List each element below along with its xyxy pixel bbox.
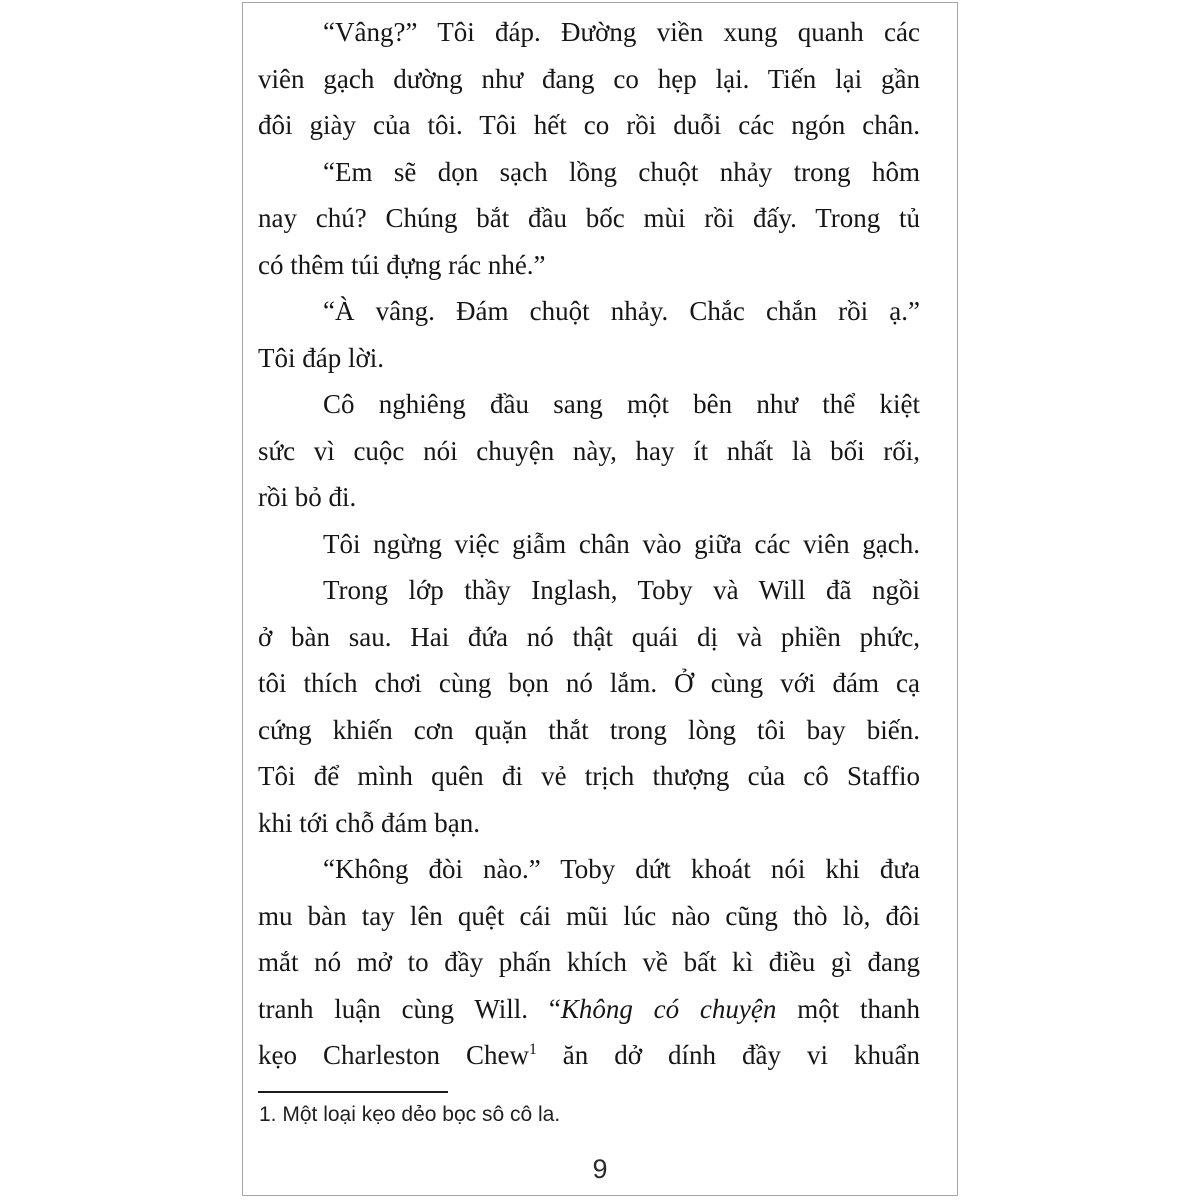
text-line <box>258 521 920 568</box>
book-page <box>242 2 958 1196</box>
text-segment: sức vì cuộc nói chuyện này, hay ít nhất là bối rối, <box>258 435 920 466</box>
text-segment: ăn dở dính đầy vi khuẩn <box>536 1040 920 1070</box>
text-segment: ở bàn sau. Hai đứa nó thật quái dị và phiền phức, <box>258 621 920 652</box>
text-line <box>258 753 920 800</box>
text-segment: “À vâng. Đám chuột nhảy. Chắc chắn rồi ạ.” <box>323 296 920 326</box>
text-segment: mắt nó mở to đầy phấn khích về bất kì điều gì đang <box>258 947 920 977</box>
text-line <box>258 800 920 847</box>
footnote-text: 1. Một loại kẹo dẻo bọc sô cô la. <box>259 1102 561 1126</box>
page-number: 9 <box>592 1154 608 1184</box>
text-segment: nay chú? Chúng bắt đầu bốc mùi rồi đấy. Trong tủ <box>258 203 920 233</box>
text-line <box>258 428 920 475</box>
text-line <box>258 288 920 335</box>
text-segment: tôi thích chơi cùng bọn nó lắm. Ở cùng với đám cạ <box>258 668 920 698</box>
text-segment: rồi bỏ đi. <box>258 482 357 512</box>
text-segment: “Vâng?” Tôi đáp. Đường viền xung quanh các <box>323 17 920 47</box>
text-line <box>258 195 920 242</box>
text-segment: “Không đòi nào.” Toby dứt khoát nói khi đưa <box>323 854 920 884</box>
footnote-rule <box>258 1091 448 1093</box>
text-line <box>258 242 920 289</box>
text-line <box>258 939 920 986</box>
text-line <box>258 986 920 1033</box>
text-segment: Trong lớp thầy Inglash, Toby và Will đã ngồi <box>323 575 920 605</box>
text-line <box>258 614 920 661</box>
text-segment-italic: Không có chuyện <box>560 993 777 1024</box>
text-line <box>258 9 920 56</box>
text-line <box>258 567 920 614</box>
text-segment: tranh luận cùng Will. “ <box>258 993 561 1024</box>
text-segment: Cô nghiêng đầu sang một bên như thể kiệt <box>323 389 920 419</box>
text-line <box>258 381 920 428</box>
footnote-marker-superscript: 1 <box>528 1041 537 1058</box>
text-segment: kẹo Charleston Chew <box>258 1040 529 1070</box>
text-segment: Tôi đáp lời. <box>258 342 385 373</box>
text-segment: Tôi để mình quên đi vẻ trịch thượng của cô Staffio <box>258 761 920 791</box>
text-segment: cứng khiến cơn quặn thắt trong lòng tôi bay biến. <box>258 714 920 745</box>
text-segment: mu bàn tay lên quệt cái mũi lúc nào cũng thò lò, đôi <box>258 900 920 931</box>
text-segment: một thanh <box>776 993 920 1024</box>
text-line <box>258 56 920 103</box>
text-line <box>258 893 920 940</box>
text-line <box>258 335 920 382</box>
text-segment: khi tới chỗ đám bạn. <box>258 807 480 838</box>
text-line <box>258 660 920 707</box>
text-segment: viên gạch dường như đang co hẹp lại. Tiến lại gần <box>258 63 920 94</box>
text-line <box>258 1032 920 1079</box>
text-line <box>258 707 920 754</box>
text-segment: có thêm túi đựng rác nhé.” <box>258 249 546 280</box>
text-line <box>258 846 920 893</box>
text-segment: “Em sẽ dọn sạch lồng chuột nhảy trong hôm <box>323 156 920 187</box>
text-segment: đôi giày của tôi. Tôi hết co rồi duỗi các ngón chân. <box>258 110 920 140</box>
text-segment: Tôi ngừng việc giẫm chân vào giữa các viên gạch. <box>323 528 920 559</box>
text-line <box>258 102 920 149</box>
text-line <box>258 149 920 196</box>
text-line <box>258 474 920 521</box>
page-body-text <box>243 3 957 1079</box>
